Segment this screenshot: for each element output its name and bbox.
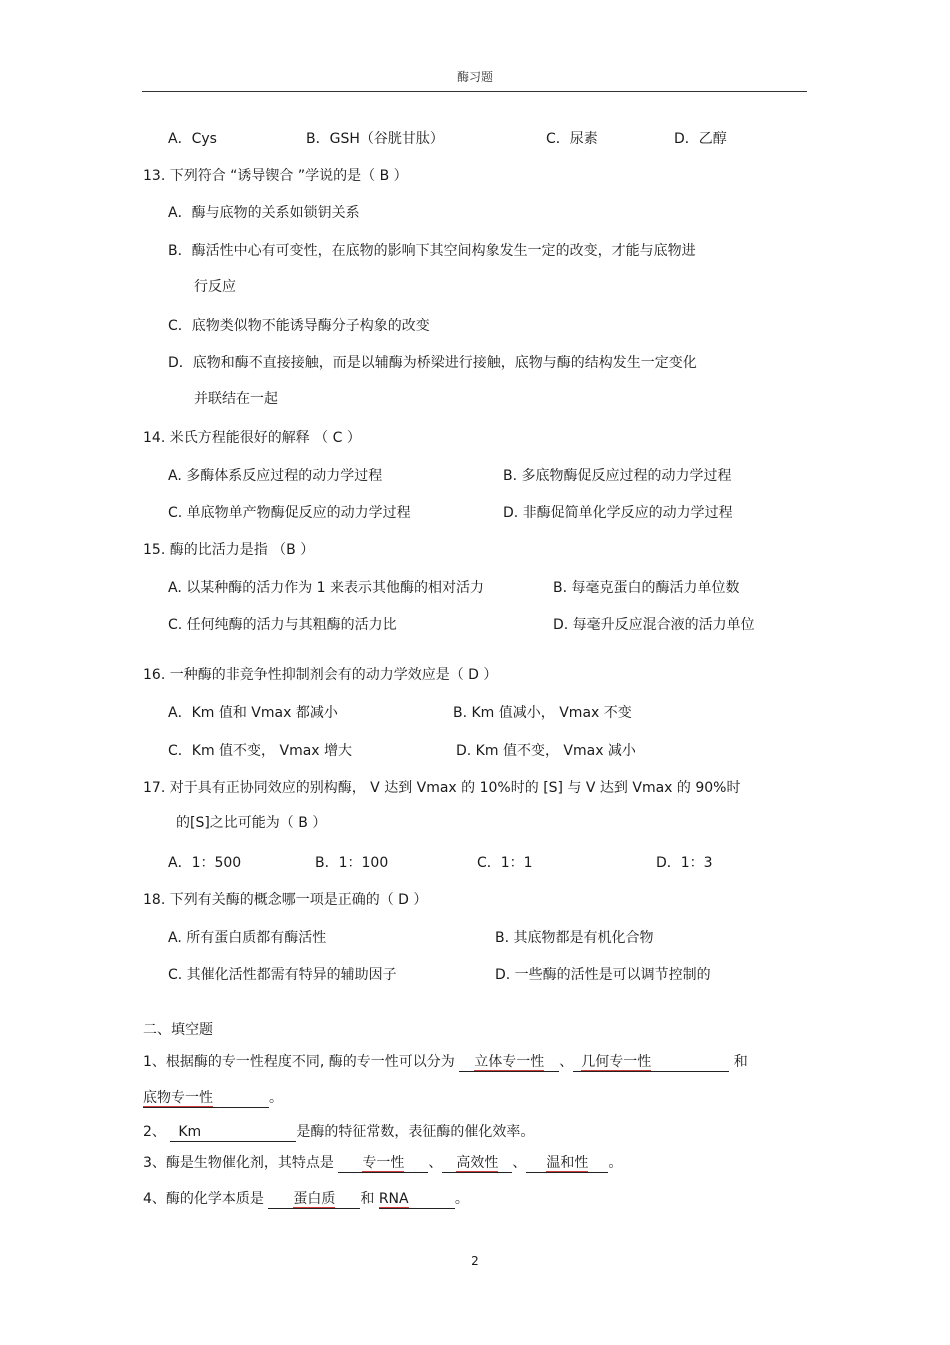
q17-stem-line1: 17. 对于具有正协同效应的别构酶， V 达到 Vmax 的 10%时的 [S] 与 V 达到 Vmax 的 90%时 [143, 780, 741, 796]
fill1-and: 和 [733, 1054, 748, 1070]
q16-option-b: B. Km 值减小， Vmax 不变 [453, 705, 632, 721]
fill1-answer-1: 立体专一性 [474, 1054, 545, 1070]
fill1-line1 [143, 1051, 748, 1072]
q16-option-d: D. Km 值不变， Vmax 减小 [456, 743, 636, 759]
fill1-separator: 、 [559, 1054, 574, 1070]
q14-option-d: D. 非酶促简单化学反应的动力学过程 [503, 505, 733, 521]
q13-option-d-line1: D．底物和酶不直接接触，而是以辅酶为桥梁进行接触，底物与酶的结构发生一定变化 [168, 355, 697, 371]
fill1-line2 [143, 1087, 283, 1108]
fill2-line [143, 1121, 534, 1142]
fill3-separator-1: 、 [428, 1155, 443, 1171]
q18-option-c: C. 其催化活性都需有特异的辅助因子 [168, 967, 397, 983]
q17-stem-line2: 的[S]之比可能为（ B ） [176, 815, 327, 831]
q12-option-d: D．乙醇 [674, 131, 727, 147]
q12-option-c: C．尿素 [546, 131, 598, 147]
q18-option-d: D. 一些酶的活性是可以调节控制的 [495, 967, 711, 983]
fill1-answer-3: 底物专一性 [143, 1090, 213, 1106]
page-number: 2 [471, 1254, 479, 1268]
q17-option-a: A．1：500 [168, 855, 242, 871]
fill1-answer-2: 几何专一性 [581, 1054, 652, 1070]
page-header-title: 酶习题 [456, 70, 493, 84]
q12-option-a: A．Cys [168, 131, 217, 147]
fill4-answer-2: RNA [378, 1191, 409, 1207]
fill3-answer-3: 温和性 [546, 1155, 589, 1171]
fill2-answer-1: Km [178, 1124, 202, 1140]
q17-option-c: C．1：1 [477, 855, 533, 871]
q13-option-d-line2: 并联结在一起 [194, 391, 278, 407]
q18-stem: 18. 下列有关酶的概念哪一项是正确的（ D ） [143, 892, 428, 908]
section-title-fill-blanks: 二、填空题 [143, 1022, 213, 1038]
q16-option-c: C．Km 值不变， Vmax 增大 [168, 743, 353, 759]
fill3-blank-2 [442, 1155, 512, 1173]
fill4-line [143, 1188, 469, 1209]
fill2-blank-1 [170, 1124, 296, 1142]
fill1-end: 。 [269, 1090, 283, 1106]
fill4-blank-2 [379, 1191, 455, 1209]
q16-stem: 16. 一种酶的非竞争性抑制剂会有的动力学效应是（ D ） [143, 667, 498, 683]
fill4-answer-1: 蛋白质 [293, 1191, 336, 1207]
q15-option-c: C. 任何纯酶的活力与其粗酶的活力比 [168, 617, 397, 633]
fill4-and: 和 [360, 1191, 375, 1207]
q15-stem: 15. 酶的比活力是指 （B ） [143, 542, 315, 558]
q18-option-b: B. 其底物都是有机化合物 [495, 930, 654, 946]
q14-option-c: C. 单底物单产物酶促反应的动力学过程 [168, 505, 411, 521]
q18-option-a: A. 所有蛋白质都有酶活性 [168, 930, 327, 946]
q17-option-d: D．1：3 [656, 855, 713, 871]
q17-option-b: B．1：100 [315, 855, 389, 871]
fill3-blank-3 [526, 1155, 608, 1173]
fill3-end: 。 [608, 1155, 623, 1171]
fill3-answer-1: 专一性 [362, 1155, 405, 1171]
fill3-answer-2: 高效性 [456, 1155, 499, 1171]
fill3-separator-2: 、 [512, 1155, 527, 1171]
fill1-blank-2 [573, 1054, 729, 1072]
q13-option-a: A．酶与底物的关系如锁钥关系 [168, 205, 360, 221]
fill3-prefix: 3、酶是生物催化剂，其特点是 [143, 1155, 334, 1171]
q16-option-a: A．Km 值和 Vmax 都减小 [168, 705, 338, 721]
fill3-blank-1 [338, 1155, 428, 1173]
fill4-blank-1 [268, 1191, 360, 1209]
fill1-prefix: 1、根据酶的专一性程度不同, 酶的专一性可以分为 [143, 1054, 455, 1070]
q15-option-b: B. 每毫克蛋白的酶活力单位数 [553, 580, 740, 596]
fill3-line [143, 1152, 622, 1173]
fill1-blank-3 [143, 1090, 269, 1108]
header-divider [142, 91, 807, 92]
q13-option-b-line2: 行反应 [194, 279, 236, 295]
fill2-prefix: 2、 [143, 1124, 166, 1140]
fill1-blank-1 [459, 1054, 559, 1072]
q15-option-d: D. 每毫升反应混合液的活力单位 [553, 617, 755, 633]
q14-stem: 14. 米氏方程能很好的解释 （ C ） [143, 430, 361, 446]
q13-option-b-line1: B．酶活性中心有可变性，在底物的影响下其空间构象发生一定的改变，才能与底物进 [168, 243, 696, 259]
q14-option-b: B. 多底物酶促反应过程的动力学过程 [503, 468, 732, 484]
fill2-post: 是酶的特征常数，表征酶的催化效率。 [296, 1124, 535, 1140]
q13-option-c: C．底物类似物不能诱导酶分子构象的改变 [168, 318, 430, 334]
q15-option-a: A. 以某种酶的活力作为 1 来表示其他酶的相对活力 [168, 580, 485, 596]
q13-stem: 13. 下列符合 “诱导锲合 ”学说的是（ B ） [143, 168, 408, 184]
fill4-prefix: 4、酶的化学本质是 [143, 1191, 264, 1207]
q12-option-b: B．GSH（谷胱甘肽） [306, 131, 444, 147]
q14-option-a: A. 多酶体系反应过程的动力学过程 [168, 468, 383, 484]
fill4-end: 。 [454, 1191, 469, 1207]
